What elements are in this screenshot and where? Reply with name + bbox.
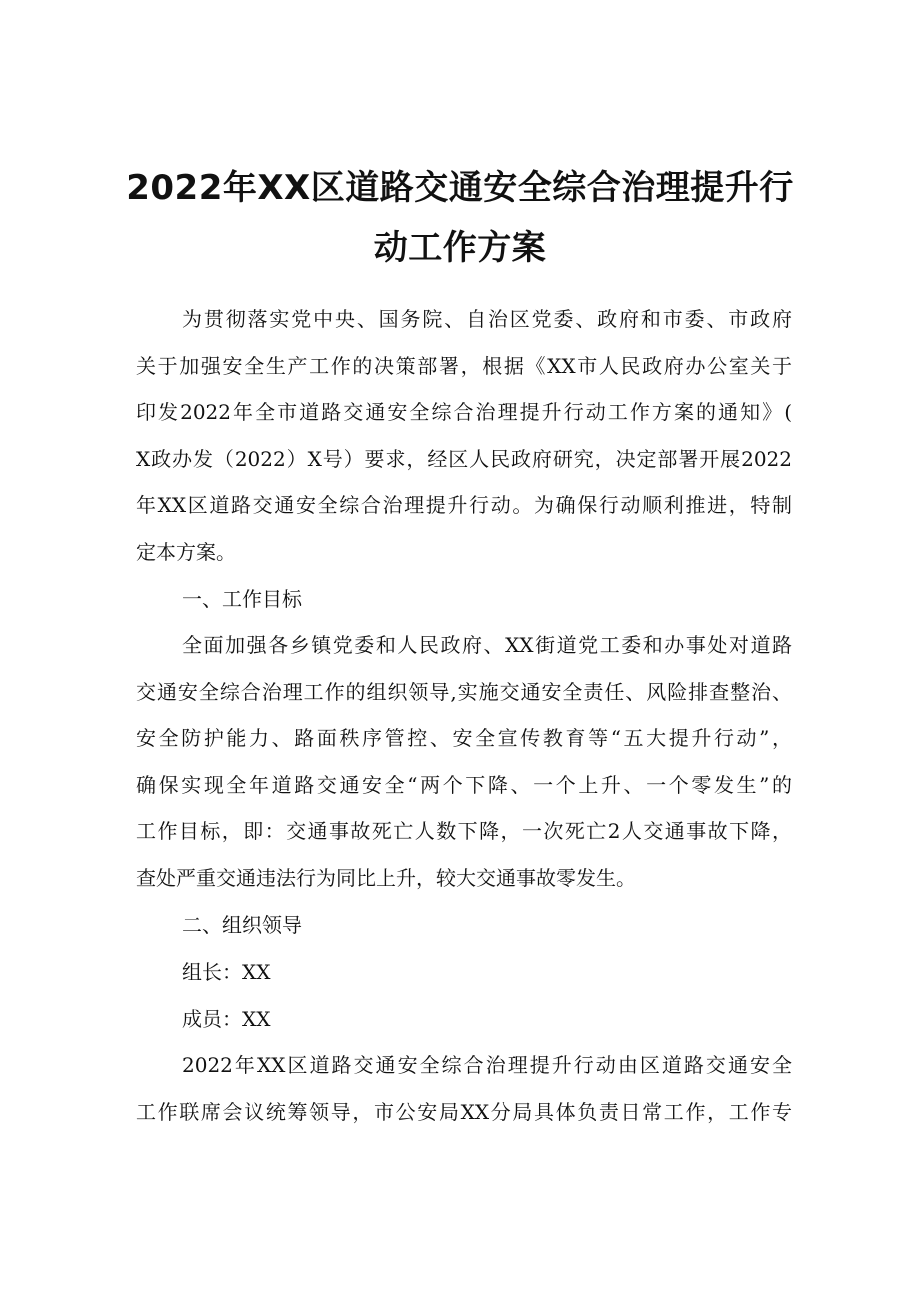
paragraph-1-line-1: 为贯彻落实党中央、国务院、自治区党委、政府和市委、市政府 (182, 307, 792, 331)
paragraph-1-line-6: 定本方案。 (136, 540, 236, 564)
document-title-line-2: 动工作方案 (373, 228, 547, 268)
paragraph-3-line-1: 2022年XX区道路交通安全综合治理提升行动由区道路交通安全 (182, 1053, 792, 1077)
paragraph-1-line-3: 印发2022年全市道路交通安全综合治理提升行动工作方案的通知》( (136, 400, 792, 424)
section-heading-goals: 一、工作目标 (182, 587, 302, 611)
paragraph-1-line-4: X政办发（2022）X号）要求，经区人民政府研究，决定部署开展2022 (136, 447, 792, 471)
team-leader-line: 组长：XX (182, 960, 271, 984)
paragraph-2-line-3: 安全防护能力、路面秩序管控、安全宣传教育等“五大提升行动”， (136, 726, 792, 750)
document-title-line-1: 2022年XX区道路交通安全综合治理提升行 (126, 168, 794, 208)
paragraph-2-line-5: 工作目标，即：交通事故死亡人数下降，一次死亡2人交通事故下降， (136, 819, 792, 843)
paragraph-1-line-2: 关于加强安全生产工作的决策部署，根据《XX市人民政府办公室关于 (136, 354, 792, 378)
paragraph-2-line-4: 确保实现全年道路交通安全“两个下降、一个上升、一个零发生”的 (136, 773, 792, 797)
paragraph-1-line-5: 年XX区道路交通安全综合治理提升行动。为确保行动顺利推进，特制 (136, 493, 792, 517)
paragraph-2-line-1: 全面加强各乡镇党委和人民政府、XX街道党工委和办事处对道路 (182, 633, 792, 657)
section-heading-leadership: 二、组织领导 (182, 913, 302, 937)
paragraph-3-line-2: 工作联席会议统筹领导，市公安局XX分局具体负责日常工作，工作专 (136, 1100, 792, 1124)
paragraph-2-line-2: 交通安全综合治理工作的组织领导,实施交通安全责任、风险排查整治、 (136, 680, 792, 704)
team-members-line: 成员：XX (182, 1007, 271, 1031)
paragraph-2-line-6: 查处严重交通违法行为同比上升，较大交通事故零发生。 (136, 866, 636, 890)
